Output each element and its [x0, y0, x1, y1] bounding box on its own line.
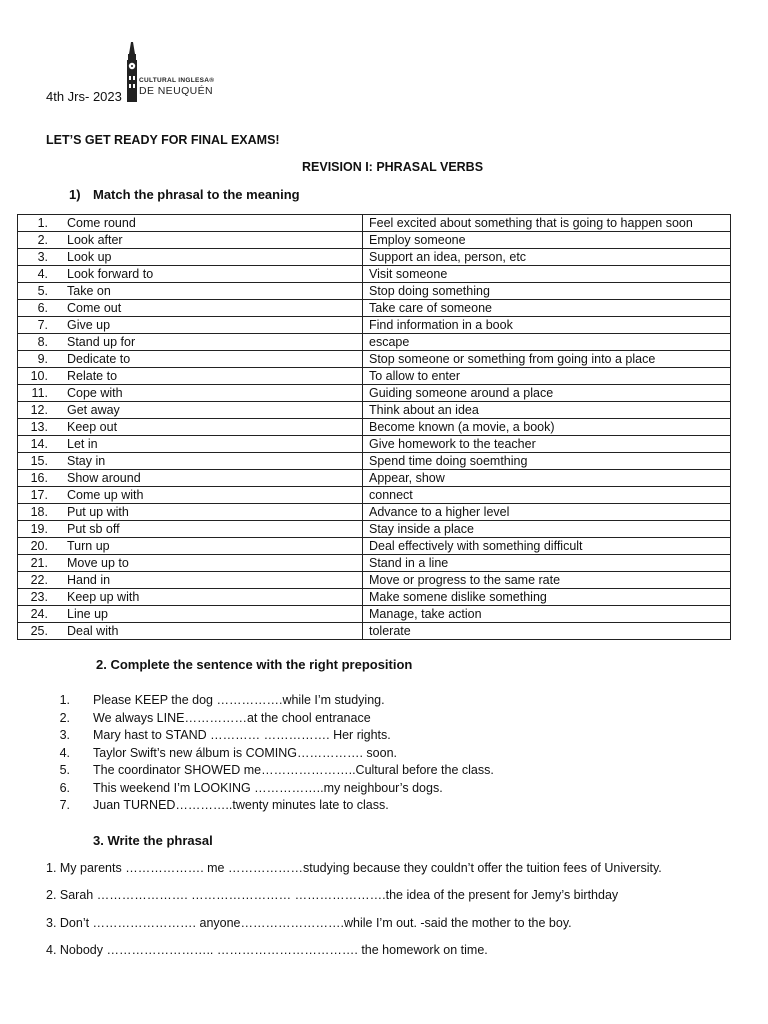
phrasal-verb-cell: [18, 453, 363, 470]
row-number: 2.: [37, 232, 48, 247]
phrasal-verb: Deal with: [67, 623, 119, 638]
list-item: 2. Sarah …………………. …………………… ………………….the idea of the present for Jemy’s birthday: [46, 888, 619, 903]
phrasal-verb-cell: [18, 623, 363, 640]
meaning-cell: Move or progress to the same rate: [363, 572, 731, 589]
phrasal-verb: Line up: [67, 606, 109, 621]
item-number: 7.: [59, 798, 70, 812]
row-number: 6.: [37, 300, 48, 315]
phrasal-verb-cell: [18, 436, 363, 453]
row-number: 11.: [31, 385, 48, 400]
list-item: [46, 780, 494, 798]
matching-table: [17, 214, 731, 640]
phrasal-verb-cell: [18, 419, 363, 436]
phrasal-verb-cell: [18, 504, 363, 521]
meaning-cell: Become known (a movie, a book): [363, 419, 731, 436]
phrasal-verb: Turn up: [67, 538, 110, 553]
table-row: [18, 266, 731, 283]
table-row: [18, 504, 731, 521]
phrasal-verb-cell: [18, 470, 363, 487]
table-row: [18, 623, 731, 640]
phrasal-verb: Cope with: [67, 385, 123, 400]
phrasal-verb-cell: [18, 249, 363, 266]
table-row: [18, 572, 731, 589]
phrasal-verb-cell: [18, 538, 363, 555]
row-number: 20.: [30, 538, 48, 553]
row-number: 8.: [37, 334, 48, 349]
row-number: 13.: [30, 419, 48, 434]
table-row: [18, 351, 731, 368]
meaning-cell: Stand in a line: [363, 555, 731, 572]
phrasal-verb-cell: [18, 572, 363, 589]
phrasal-verb-cell: [18, 215, 363, 232]
phrasal-verb: Put sb off: [67, 521, 120, 536]
phrasal-verb: Look up: [67, 249, 112, 264]
meaning-cell: Stop doing something: [363, 283, 731, 300]
row-number: 1.: [37, 215, 48, 230]
table-row: [18, 402, 731, 419]
meaning-cell: Employ someone: [363, 232, 731, 249]
meaning-cell: Make somene dislike something: [363, 589, 731, 606]
exercise-sentence: Please KEEP the dog …………….while I’m studying.: [93, 693, 385, 707]
list-item: [46, 762, 494, 780]
meaning-cell: tolerate: [363, 623, 731, 640]
phrasal-verb-cell: [18, 283, 363, 300]
meaning-cell: Guiding someone around a place: [363, 385, 731, 402]
section1-heading: [69, 187, 300, 202]
phrasal-verb: Relate to: [67, 368, 118, 383]
row-number: 9.: [37, 351, 48, 366]
exercise-sentence: We always LINE……………at the chool entranace: [93, 710, 371, 725]
meaning-cell: escape: [363, 334, 731, 351]
phrasal-verb: Stay in: [67, 453, 106, 468]
phrasal-verb: Move up to: [67, 555, 129, 570]
phrasal-verb-cell: [18, 232, 363, 249]
school-logo: [122, 42, 218, 102]
section1-title: Match the phrasal to the meaning: [93, 187, 300, 202]
list-item: [46, 745, 494, 763]
row-number: 3.: [37, 249, 48, 264]
row-number: 25.: [30, 623, 48, 638]
list-item: [46, 710, 494, 728]
row-number: 18.: [30, 504, 48, 519]
phrasal-verb: Give up: [67, 317, 111, 332]
phrasal-verb: Keep out: [67, 419, 118, 434]
phrasal-verb: Come round: [67, 215, 136, 230]
list-item: [46, 692, 494, 710]
meaning-cell: Think about an idea: [363, 402, 731, 419]
phrasal-verb-cell: [18, 368, 363, 385]
phrasal-verb: Stand up for: [67, 334, 136, 349]
meaning-cell: To allow to enter: [363, 368, 731, 385]
item-number: 4.: [59, 745, 70, 760]
row-number: 22.: [30, 572, 48, 587]
row-number: 12.: [30, 402, 48, 417]
row-number: 19.: [30, 521, 48, 536]
phrasal-verb-cell: [18, 487, 363, 504]
meaning-cell: Manage, take action: [363, 606, 731, 623]
table-row: [18, 538, 731, 555]
preposition-exercise-list: [46, 692, 494, 815]
meaning-cell: Spend time doing soemthing: [363, 453, 731, 470]
phrasal-verb-cell: [18, 266, 363, 283]
row-number: 23.: [30, 589, 48, 604]
meaning-cell: Deal effectively with something difficult: [363, 538, 731, 555]
table-row: [18, 453, 731, 470]
row-number: 21.: [30, 555, 48, 570]
logo-text-line1: CULTURAL INGLESA®: [139, 77, 215, 84]
phrasal-verb-cell: [18, 351, 363, 368]
list-item: [46, 797, 494, 815]
revision-title: REVISION I: PHRASAL VERBS: [302, 160, 484, 174]
phrasal-verb: Look forward to: [67, 266, 154, 281]
list-item: 3. Don’t ……………………. anyone…………………….while I’m out. -said the mother to the boy.: [46, 915, 572, 930]
table-row: [18, 521, 731, 538]
page-title: LET’S GET READY FOR FINAL EXAMS!: [46, 133, 280, 147]
meaning-cell: Give homework to the teacher: [363, 436, 731, 453]
phrasal-verb-cell: [18, 334, 363, 351]
phrasal-verb: Take on: [67, 283, 111, 298]
exercise-sentence: Mary hast to STAND ………… ……………. Her rights.: [93, 728, 391, 742]
meaning-cell: Take care of someone: [363, 300, 731, 317]
row-number: 16.: [30, 470, 48, 485]
table-row: [18, 368, 731, 385]
item-number: 5.: [59, 763, 70, 777]
meaning-cell: Stop someone or something from going into a place: [363, 351, 731, 368]
exercise-sentence: This weekend I’m LOOKING ……………..my neighbour’s dogs.: [93, 780, 443, 795]
phrasal-verb: Come up with: [67, 487, 144, 502]
item-number: 3.: [59, 728, 70, 742]
row-number: 14.: [30, 436, 48, 451]
row-number: 24.: [30, 606, 48, 621]
phrasal-verb-cell: [18, 606, 363, 623]
table-row: [18, 436, 731, 453]
table-row: [18, 487, 731, 504]
phrasal-verb-cell: [18, 385, 363, 402]
table-row: [18, 215, 731, 232]
list-item: [46, 727, 494, 745]
meaning-cell: Support an idea, person, etc: [363, 249, 731, 266]
item-number: 2.: [59, 710, 70, 725]
table-row: [18, 589, 731, 606]
phrasal-verb: Hand in: [67, 572, 111, 587]
meaning-cell: Stay inside a place: [363, 521, 731, 538]
section3-title: 3. Write the phrasal: [93, 833, 213, 848]
table-row: [18, 419, 731, 436]
logo-text-line2: DE NEUQUÉN: [139, 85, 214, 97]
row-number: 10.: [30, 368, 48, 383]
exercise-sentence: Juan TURNED…………..twenty minutes late to class.: [93, 798, 389, 812]
row-number: 4.: [37, 266, 48, 281]
course-date-label: 4th Jrs- 2023: [46, 89, 122, 104]
table-row: [18, 317, 731, 334]
table-row: [18, 232, 731, 249]
write-phrasal-exercise-list: [46, 860, 662, 969]
phrasal-verb-cell: [18, 317, 363, 334]
list-item: 1. My parents ………………. me ………………studying because they couldn’t offer the tuition fees of University.: [46, 861, 662, 875]
phrasal-verb: Show around: [67, 470, 141, 485]
phrasal-verb-cell: [18, 555, 363, 572]
meaning-cell: Advance to a higher level: [363, 504, 731, 521]
phrasal-verb: Dedicate to: [67, 351, 131, 366]
phrasal-verb: Put up with: [67, 504, 129, 519]
phrasal-verb-cell: [18, 521, 363, 538]
meaning-cell: Feel excited about something that is going to happen soon: [363, 215, 731, 232]
phrasal-verb: Come out: [67, 300, 122, 315]
table-row: [18, 555, 731, 572]
meaning-cell: connect: [363, 487, 731, 504]
list-item: 4. Nobody …………………….. ……………………………. the homework on time.: [46, 942, 488, 957]
phrasal-verb: Keep up with: [67, 589, 140, 604]
item-number: 6.: [59, 780, 70, 795]
table-row: [18, 249, 731, 266]
phrasal-verb: Look after: [67, 232, 123, 247]
exercise-sentence: The coordinator SHOWED me…………………..Cultural before the class.: [93, 763, 494, 777]
item-number: 1.: [59, 693, 70, 707]
phrasal-verb-cell: [18, 300, 363, 317]
table-row: [18, 470, 731, 487]
phrasal-verb-cell: [18, 402, 363, 419]
meaning-cell: Appear, show: [363, 470, 731, 487]
table-row: [18, 606, 731, 623]
row-number: 7.: [37, 317, 48, 332]
row-number: 17.: [30, 487, 48, 502]
row-number: 5.: [37, 283, 48, 298]
meaning-cell: Visit someone: [363, 266, 731, 283]
table-row: [18, 283, 731, 300]
exercise-sentence: Taylor Swift’s new álbum is COMING……………. soon.: [93, 745, 398, 760]
row-number: 15.: [30, 453, 48, 468]
meaning-cell: Find information in a book: [363, 317, 731, 334]
phrasal-verb: Let in: [67, 436, 98, 451]
phrasal-verb: Get away: [67, 402, 120, 417]
section2-title: 2. Complete the sentence with the right preposition: [96, 657, 413, 672]
table-row: [18, 334, 731, 351]
phrasal-verb-cell: [18, 589, 363, 606]
section1-number: 1): [69, 187, 81, 202]
table-row: [18, 300, 731, 317]
table-row: [18, 385, 731, 402]
